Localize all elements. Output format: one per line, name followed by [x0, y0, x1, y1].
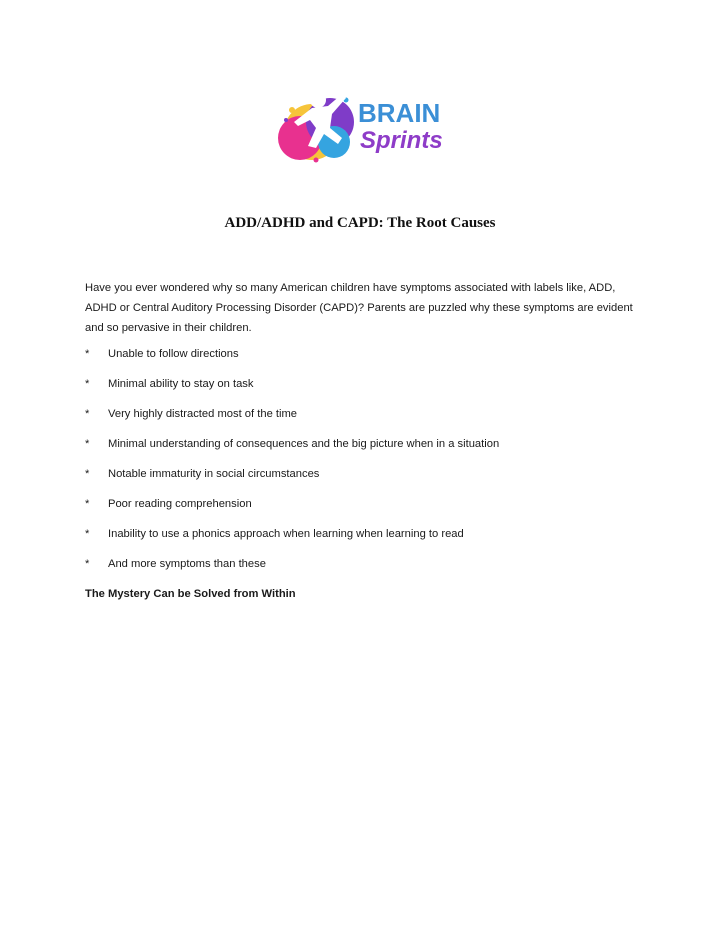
list-item: [85, 525, 645, 555]
symptom-list: [85, 345, 645, 585]
list-item-text: Notable immaturity in social circumstances: [108, 468, 320, 480]
bullet-marker: *: [85, 348, 90, 360]
list-item: [85, 405, 645, 435]
list-item-text: And more symptoms than these: [108, 558, 266, 570]
logo-brain-text: BRAIN: [358, 98, 441, 128]
list-item: [85, 375, 645, 405]
list-item-text: Minimal ability to stay on task: [108, 378, 254, 390]
page-title: ADD/ADHD and CAPD: The Root Causes: [224, 215, 496, 231]
list-item: [85, 465, 645, 495]
list-item: [85, 555, 645, 585]
bullet-marker: *: [85, 378, 90, 390]
bullet-marker: *: [85, 408, 90, 420]
bullet-marker: *: [85, 468, 90, 480]
bullet-marker: *: [85, 438, 90, 450]
list-item-text: Inability to use a phonics approach when learning when learning to read: [108, 528, 464, 540]
list-item: [85, 435, 645, 465]
running-child-icon: [272, 80, 448, 170]
bullet-marker: *: [85, 498, 90, 510]
section-subheading: The Mystery Can be Solved from Within: [85, 588, 296, 600]
bullet-marker: *: [85, 558, 90, 570]
list-item: [85, 495, 645, 525]
logo-sprints-text: Sprints: [360, 127, 443, 154]
list-item: [85, 345, 645, 375]
list-item-text: Very highly distracted most of the time: [108, 408, 298, 420]
intro-paragraph: Have you ever wondered why so many American children have symptoms associated with labels like, ADD, ADHD or Central Auditory Processing Disorder (CAPD)? Parents are puzzled why these symptoms are evident and so pervasive in their children.: [85, 282, 633, 334]
brain-sprints-logo: [272, 80, 448, 170]
list-item-text: Minimal understanding of consequences and the big picture when in a situation: [108, 438, 500, 450]
list-item-text: Unable to follow directions: [108, 348, 239, 360]
bullet-marker: *: [85, 528, 90, 540]
list-item-text: Poor reading comprehension: [108, 498, 252, 510]
